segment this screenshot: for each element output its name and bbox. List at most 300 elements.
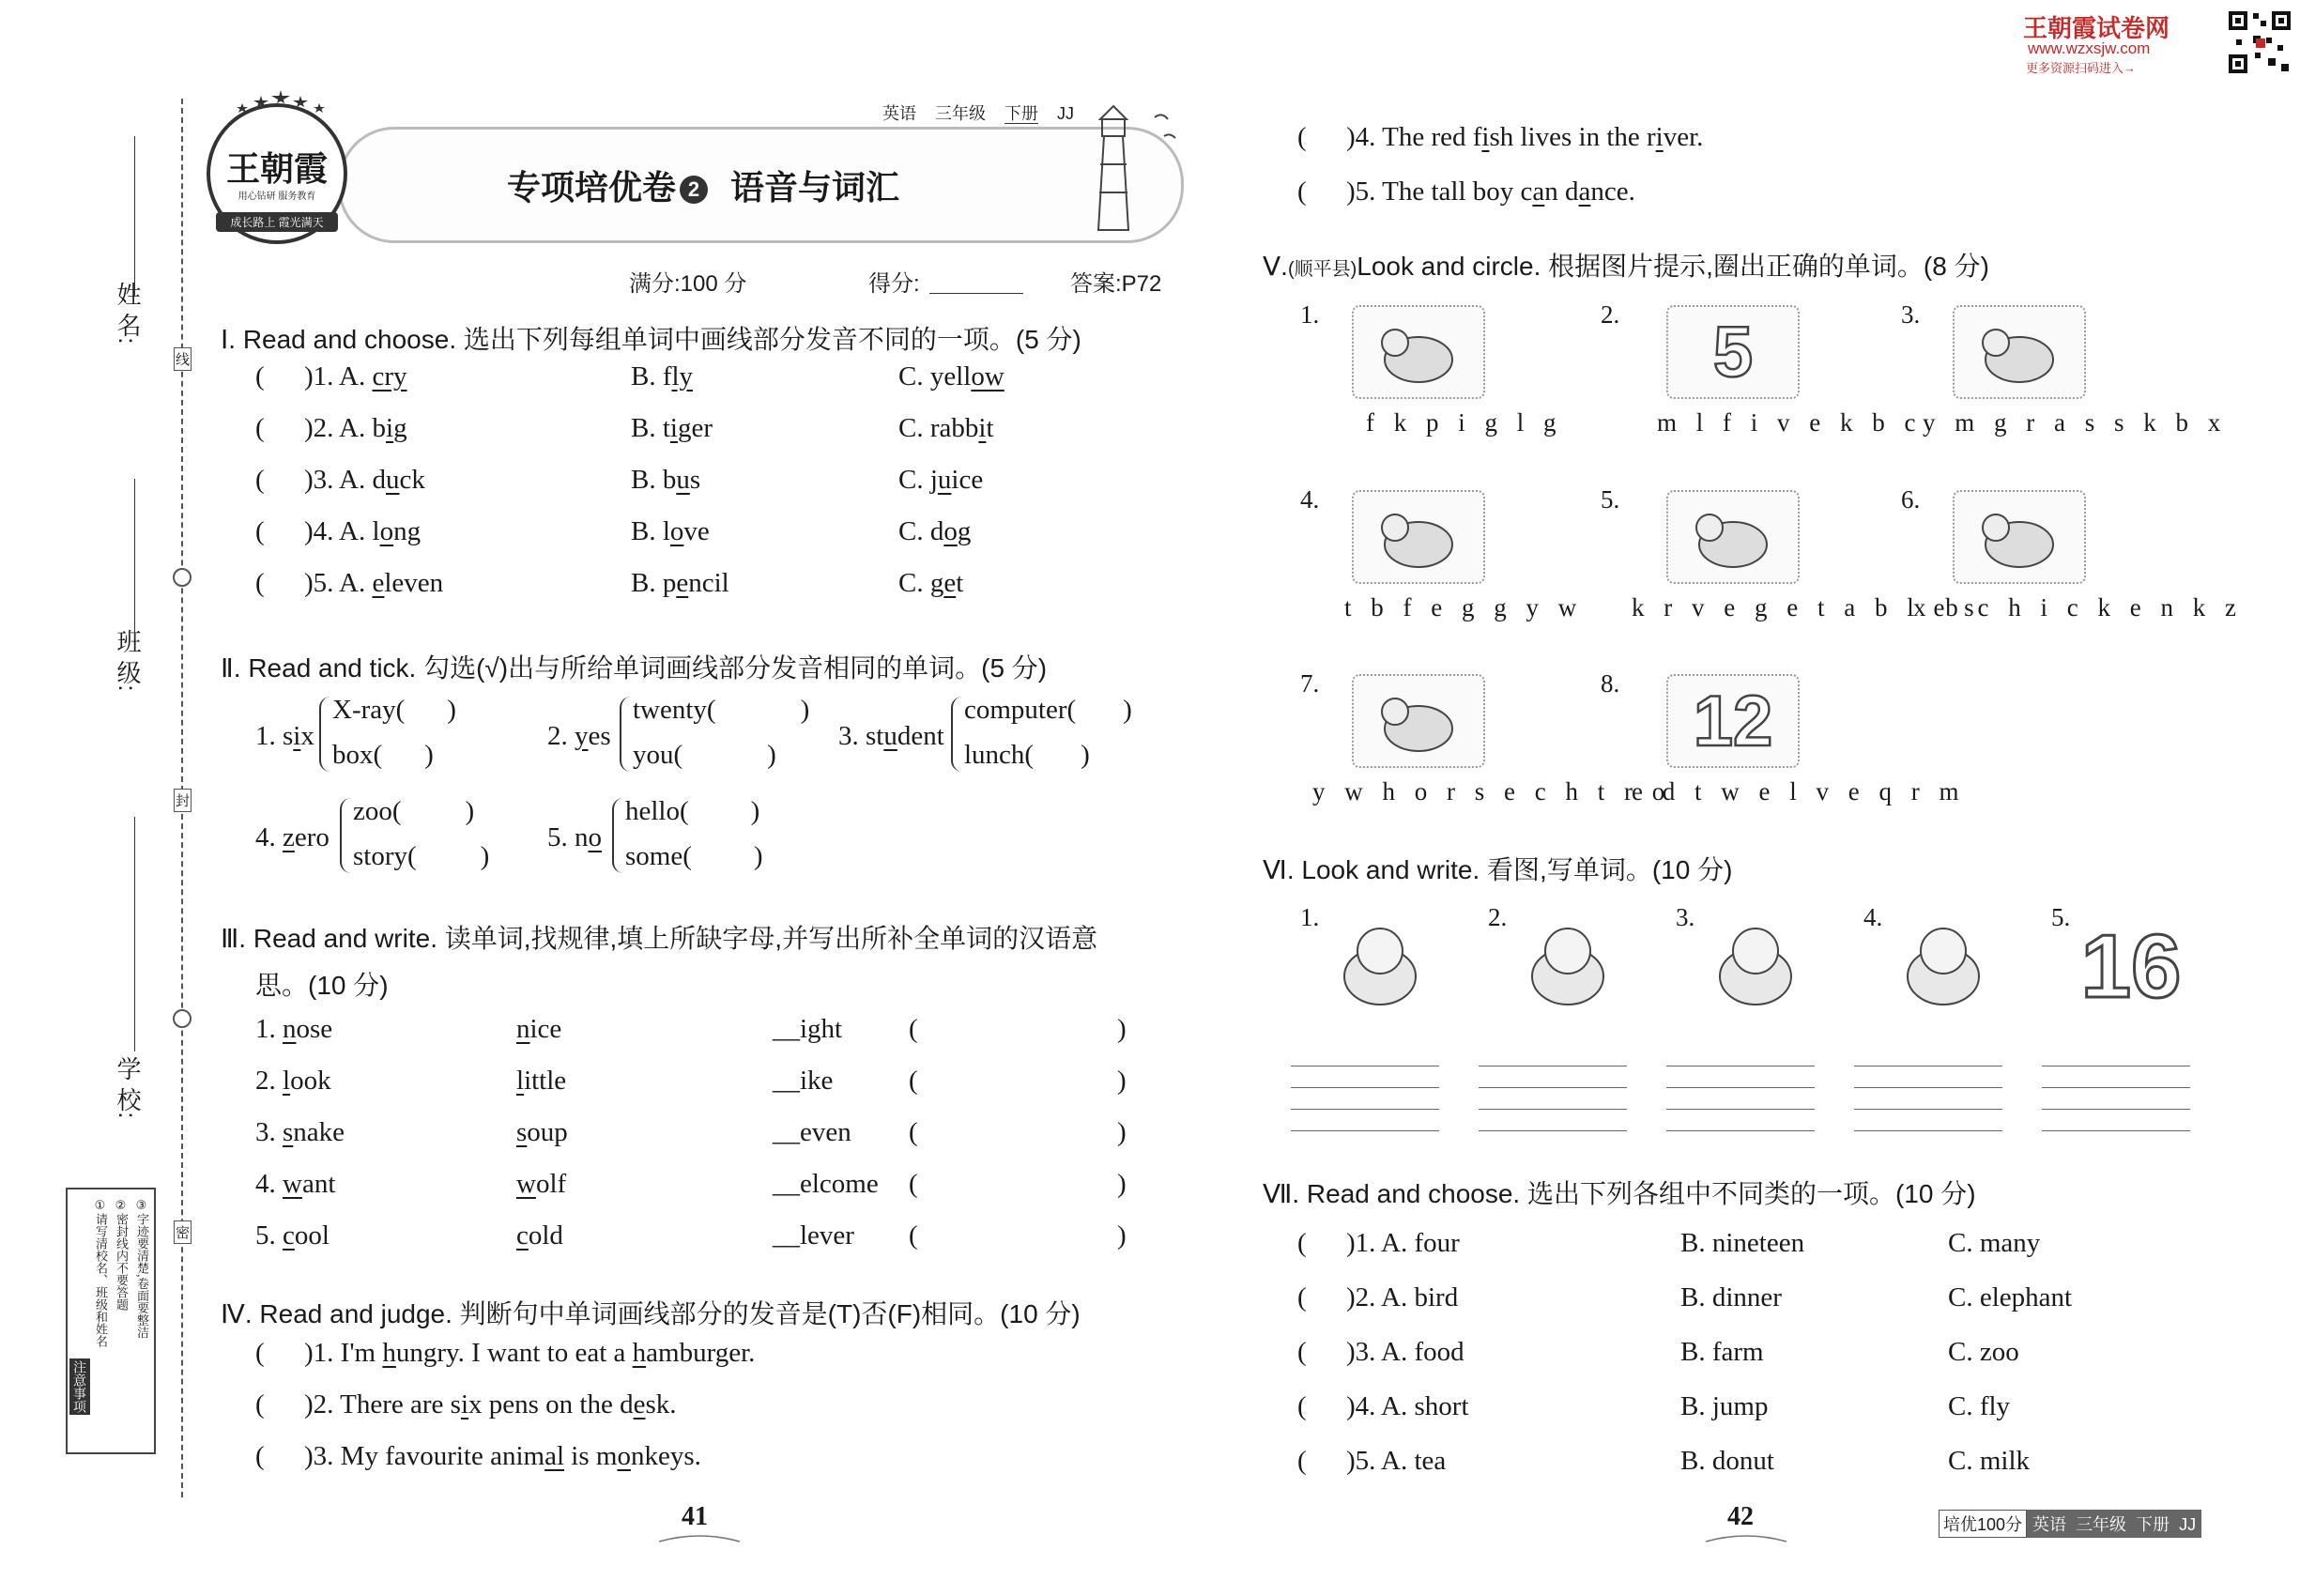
option-b [631,568,729,599]
question-number: )4. A. [304,516,373,546]
writing-line[interactable] [1666,1087,1815,1088]
underlined-part: i [978,413,987,443]
writing-line[interactable] [1291,1087,1439,1088]
option-c [898,465,983,496]
open-paren: ( [255,1389,265,1420]
option-a-text: g [393,413,407,443]
section-4-title: Ⅳ. Read and judge. 判断句中单词画线部分的发音是(T)否(F)相同。(10 分) [221,1299,1081,1328]
question-number: )1. A. [304,361,373,391]
option-a-text: ng [393,516,422,546]
writing-line[interactable] [1479,1066,1627,1067]
meaning-open-paren[interactable]: ( [909,1014,918,1044]
word-text: 4. [255,822,283,852]
item-number: 5. [1601,485,1620,514]
footer-series: 培优100分 [1939,1510,2027,1538]
underlined-part: l [516,1066,525,1096]
brand-logo [207,103,347,244]
word-text: 1. [255,1014,283,1044]
item-number: 5. [2051,903,2071,931]
underlined-part: c [516,1220,529,1251]
word-text: ose [296,1014,333,1044]
blank: __ [773,1014,800,1044]
school-field[interactable] [134,817,135,1051]
tick-option-1[interactable] [964,695,1132,726]
writing-line[interactable] [1479,1130,1627,1131]
option-text: computer( [964,695,1077,725]
writing-line[interactable] [1479,1087,1627,1088]
item-number: 3. [1901,300,1921,329]
page-number-right: 42 [1727,1502,1754,1531]
word-text: oup [527,1117,568,1147]
answer-ref: 答案:P72 [1070,271,1162,297]
digit-picture: 12 [1693,681,1773,761]
underlined-part: u [937,465,952,495]
page-flourish-icon [1704,1532,1788,1547]
underlined-part: l [283,1066,291,1096]
word-tail: ike [800,1066,834,1096]
meaning-close-paren: ) [1117,1066,1127,1096]
option-c-text: C. yell [898,361,972,391]
word-text: x [300,721,314,751]
seal-mark-line: 线 [174,347,192,371]
word-tail: ight [800,1014,843,1044]
option-b-text: B. l [631,516,670,546]
writing-line[interactable] [1291,1066,1439,1067]
option-c-text: C. rabb [898,413,979,443]
option-b-text: B. b [631,465,677,495]
lighthouse-icon [1080,99,1183,239]
section-2-title: Ⅱ. Read and tick. 勾选(√)出与所给单词画线部分发音相同的单词。(5 分) [221,653,1048,683]
word-example-1 [255,1066,331,1097]
option-text: hello( [625,796,689,826]
option-a: )4. A. short [1346,1391,1469,1421]
site-name: 王朝霞试卷网 [2023,14,2170,42]
underlined-part: e [372,568,385,598]
word-tail: elcome [800,1169,879,1199]
picture-pig-icon [1352,305,1485,399]
tick-word [547,822,602,853]
item-number: 8. [1601,669,1620,698]
option-c-text: ice [951,465,984,495]
writing-line[interactable] [1854,1130,2002,1131]
score-label: 得分: [868,271,920,297]
word-example-2 [516,1066,566,1097]
word-tail: lever [800,1220,854,1251]
question-number: )5. A. [304,568,373,598]
underlined-part: ow [971,361,1004,391]
underlined-part: s [516,1117,528,1147]
logo-text: 王朝霞 [225,150,328,188]
section-3-title-cont: 思。(10 分) [255,971,389,1000]
word-text: 2. [547,721,575,751]
title-main: 语音与词汇 [730,168,900,207]
open-paren: ( [1297,1337,1307,1367]
sentence: )1. I'm hungry. I want to eat a hamburger. [304,1338,756,1368]
item-number: 4. [1863,903,1883,931]
underlined-part: e [943,568,957,598]
blank: __ [773,1220,800,1251]
word-text: ant [301,1169,336,1199]
underlined-part: s [283,1117,294,1147]
seal-mark-secret: 密 [174,1220,192,1244]
notes-box [66,1188,156,1454]
option-c: C. many [1948,1228,2041,1258]
section-7-title: Ⅶ. Read and choose. 选出下列各组中不同类的一项。(10 分) [1263,1179,1976,1208]
meaning-open-paren[interactable]: ( [909,1117,918,1147]
underlined-part: c [283,1220,295,1251]
tick-option-1[interactable] [332,695,456,726]
tick-option-1[interactable] [633,695,809,726]
section-6-title: Ⅵ. Look and write. 看图,写单词。(10 分) [1263,855,1733,884]
close-paren: ) [1123,695,1132,725]
word-text: ool [294,1220,330,1251]
item-number: 3. [1676,903,1695,931]
choice-row [1297,1391,1469,1422]
tick-word [255,721,314,752]
open-paren: ( [1297,122,1307,152]
header-subject: 英语 [882,104,916,123]
word-example-2 [516,1117,568,1148]
option-c-text: g [957,516,972,546]
open-paren: ( [255,465,265,495]
picture-icon [1887,911,2000,1023]
word-text: 5. [255,1220,283,1251]
blank: __ [773,1117,800,1147]
option-b-text: B. t [631,413,670,443]
note-1: ①请写清校名、班级和姓名 [94,1199,108,1347]
judge-row [255,1441,701,1472]
writing-line[interactable] [2042,1130,2190,1131]
header-meta [882,100,1074,125]
logo-slogan: 用心钻研 服务教育 [238,192,316,202]
meaning-close-paren: ) [1117,1220,1127,1251]
option-c: C. elephant [1948,1282,2073,1312]
open-paren: ( [255,516,265,546]
notes-title: 注意事项 [69,1358,90,1415]
blank: __ [773,1066,800,1096]
picture-icon [2075,911,2187,1023]
writing-line[interactable] [1291,1109,1439,1110]
page-flourish-icon [657,1532,742,1547]
brace [951,697,962,772]
footer-series-tag [1939,1510,2201,1538]
note-2: ②密封线内不要答题 [115,1199,129,1311]
option-c-text: t [956,568,964,598]
underlined-part: i [293,721,301,751]
option-b-text: s [689,465,701,495]
judge-row [255,1389,677,1420]
option-c [898,413,994,444]
tick-word [838,721,944,752]
site-tip: 更多资源扫码进入→ [2026,61,2137,75]
option-b-text: ncil [688,568,729,598]
option-a-text: d [372,465,386,495]
word-text: dent [897,721,944,751]
option-a-text: ck [399,465,425,495]
underlined-part: o [379,516,394,546]
brace [319,697,330,772]
writing-line[interactable] [1666,1130,1815,1131]
word-text: 4. [255,1169,283,1199]
option-text: twenty( [633,695,716,725]
underlined-part: i [669,413,678,443]
option-b: B. farm [1680,1337,1764,1367]
option-a: )3. A. food [1346,1337,1464,1367]
option-b-text: ger [677,413,713,443]
class-label: 班 级: [114,629,142,692]
letter-string[interactable]: y w h o r s e c h t r o [1312,777,1672,806]
option-a-text: l [372,516,380,546]
writing-line[interactable] [1854,1087,2002,1088]
section-1-title: Ⅰ. Read and choose. 选出下列每组单词中画线部分发音不同的一项。(5 分) [221,325,1081,354]
choice-row [1297,1337,1464,1368]
close-paren: ) [1081,740,1090,770]
underlined-part: o [588,822,602,852]
word-text: olf [535,1169,567,1199]
question-row [255,361,407,392]
open-paren: ( [1297,1228,1307,1258]
close-paren: ) [480,841,490,871]
page-number-left: 41 [682,1502,708,1531]
word-example-2 [516,1220,563,1251]
option-c [898,568,963,599]
meaning-open-paren[interactable]: ( [909,1220,918,1251]
underlined-part: u [883,721,897,751]
option-text: you( [633,740,683,770]
writing-line[interactable] [1479,1109,1627,1110]
fill-blank-word[interactable] [773,1066,833,1097]
item-number: 1. [1300,300,1320,329]
meaning-close-paren: ) [1117,1014,1127,1044]
meaning-open-paren[interactable]: ( [909,1169,918,1199]
sentence: )3. My favourite animal is monkeys. [304,1441,701,1471]
page-title [507,161,899,209]
writing-line[interactable] [2042,1087,2190,1088]
meaning-close-paren: ) [1117,1169,1127,1199]
letter-string[interactable]: x b c h i c k e n k z [1913,593,2243,622]
option-b [631,361,693,392]
question-number: )3. A. [304,465,373,495]
tick-option-2[interactable] [633,740,776,771]
fill-blank-word[interactable] [773,1014,842,1045]
writing-line[interactable] [1666,1109,1815,1110]
item-number: 2. [1601,300,1620,329]
judge-row [1297,122,1703,153]
score-field[interactable] [929,293,1023,294]
digit-picture: 16 [2080,916,2182,1017]
judge-row [1297,176,1635,207]
letter-string[interactable]: y m g r a s s k b x [1923,408,2228,437]
underlined-part: ly [671,361,694,391]
fill-blank-word[interactable] [773,1169,879,1200]
writing-line[interactable] [1854,1066,2002,1067]
option-b: B. nineteen [1680,1228,1805,1258]
star-crown-icon [210,84,344,122]
option-text: lunch( [964,740,1035,770]
item-number: 2. [1488,903,1508,931]
open-paren: ( [1297,1282,1307,1312]
word-tail: even [800,1117,851,1147]
qr-code-icon[interactable] [2227,9,2292,75]
option-b-text: B. p [631,568,677,598]
meaning-close-paren: ) [1117,1117,1127,1147]
word-text: 3. [255,1117,283,1147]
underlined-part: n [283,1014,297,1044]
section-3-title: Ⅲ. Read and write. 读单词,找规律,填上所缺字母,并写出所补全单词的汉语意 [221,924,1098,953]
writing-line[interactable] [1291,1130,1439,1131]
word-example-1 [255,1220,330,1251]
word-text: nake [293,1117,345,1147]
letter-string[interactable]: m l f i v e k b c [1657,408,1923,437]
fill-blank-word[interactable] [773,1220,854,1251]
section-5-title-text: Look and circle. 根据图片提示,圈出正确的单词。(8 分) [1357,252,1989,281]
option-text: zoo( [353,796,402,826]
word-text: ook [290,1066,331,1096]
letter-string[interactable]: e d t w e l v e q r m [1632,777,1966,806]
close-paren: ) [465,796,475,826]
open-paren: ( [255,568,265,598]
option-b [631,413,713,444]
writing-line[interactable] [2042,1109,2190,1110]
option-a: )2. A. bird [1346,1282,1459,1312]
choice-row [1297,1228,1460,1259]
option-c: C. milk [1948,1446,2031,1476]
close-paren: ) [800,695,810,725]
open-paren: ( [1297,176,1307,207]
letter-string[interactable]: k r v e g e t a b l e s [1632,593,1981,622]
question-row [255,413,407,444]
header-edition: JJ [1057,104,1075,123]
underlined-part: o [669,516,684,546]
sentence: )2. There are six pens on the desk. [304,1389,677,1420]
word-example-2 [516,1169,566,1200]
fill-blank-word[interactable] [773,1117,851,1148]
option-c-text: C. d [898,516,944,546]
writing-line[interactable] [1854,1109,2002,1110]
word-text: ittle [524,1066,567,1096]
meaning-open-paren[interactable]: ( [909,1066,918,1096]
word-text: 1. s [255,721,294,751]
picture-5-icon [1666,305,1800,399]
letter-string[interactable]: f k p i g l g [1366,408,1563,437]
close-paren: ) [753,841,763,871]
option-c [898,361,1004,392]
note-3: ③字迹要清楚,卷面要整洁 [135,1199,149,1339]
blank: __ [773,1169,800,1199]
letter-string[interactable]: t b f e g g y w [1344,593,1584,622]
word-text: ice [529,1014,562,1044]
digit-picture: 5 [1712,312,1754,392]
item-number: 7. [1300,669,1320,698]
option-a: )1. A. four [1346,1228,1460,1258]
picture-icon [1699,911,1812,1023]
question-number: )2. A. [304,413,373,443]
choice-row [1297,1282,1458,1313]
footer-info: 英语 三年级 下册 JJ [2027,1510,2201,1538]
word-example-2 [516,1014,561,1045]
writing-line[interactable] [1666,1066,1815,1067]
word-text: old [528,1220,563,1251]
option-b: B. jump [1680,1391,1769,1421]
seal-dot-icon [173,568,192,587]
open-paren: ( [255,361,265,391]
tick-option-1[interactable] [353,796,474,827]
open-paren: ( [1297,1391,1307,1421]
underlined-part: e [676,568,689,598]
word-text: ero [294,822,330,852]
name-label: 姓 名: [114,282,142,345]
word-text: 2. [255,1066,283,1096]
choice-row [1297,1446,1446,1477]
brace [340,798,351,873]
full-score: 满分:100 分 [629,271,747,297]
underlined-part: y [575,721,589,751]
sentence: )4. The red fish lives in the river. [1346,122,1704,152]
tick-option-2[interactable] [353,841,489,872]
close-paren: ) [767,740,776,770]
picture-icon [1511,911,1624,1023]
picture-vegetables-icon [1666,490,1800,584]
item-number: 1. [1300,903,1320,931]
word-example-1 [255,1117,345,1148]
option-b-text: ve [683,516,710,546]
option-c: C. zoo [1948,1337,2019,1367]
class-field[interactable] [134,479,135,638]
open-paren: ( [255,413,265,443]
close-paren: ) [424,740,434,770]
underlined-part: z [283,822,295,852]
tick-option-1[interactable] [625,796,759,827]
underlined-part: o [943,516,958,546]
picture-egg-icon [1352,490,1485,584]
question-row [255,516,421,547]
option-b [631,516,710,547]
option-c-text: C. g [898,568,944,598]
open-paren: ( [255,1338,265,1368]
close-paren: ) [750,796,760,826]
judge-row [255,1338,755,1369]
sentence: )5. The tall boy can dance. [1346,176,1635,207]
word-text: 3. st [838,721,884,751]
underlined-part: i [386,413,394,443]
picture-chicken-icon [1953,490,2086,584]
open-paren: ( [255,1441,265,1471]
option-b: B. dinner [1680,1282,1782,1312]
open-paren: ( [1297,1446,1307,1476]
option-b: B. donut [1680,1446,1774,1476]
tick-word [255,822,330,853]
close-paren: ) [447,695,456,725]
picture-icon [1324,911,1436,1023]
school-label: 学 校: [114,1056,142,1119]
option-b-text: B. f [631,361,672,391]
tick-option-2[interactable] [332,740,434,771]
tick-option-2[interactable] [964,740,1090,771]
option-text: story( [353,841,417,871]
underlined-part: w [283,1169,302,1199]
tick-option-2[interactable] [625,841,763,872]
logo-ribbon: 成长路上 霞光满天 [216,212,338,232]
picture-12-icon [1666,674,1800,768]
name-field[interactable] [134,136,135,296]
item-number: 6. [1901,485,1921,514]
tick-word [547,721,611,752]
brace [612,798,623,873]
header-grade: 三年级 [935,104,987,123]
writing-line[interactable] [2042,1066,2190,1067]
option-c-text: t [986,413,994,443]
option-a-text: b [372,413,386,443]
